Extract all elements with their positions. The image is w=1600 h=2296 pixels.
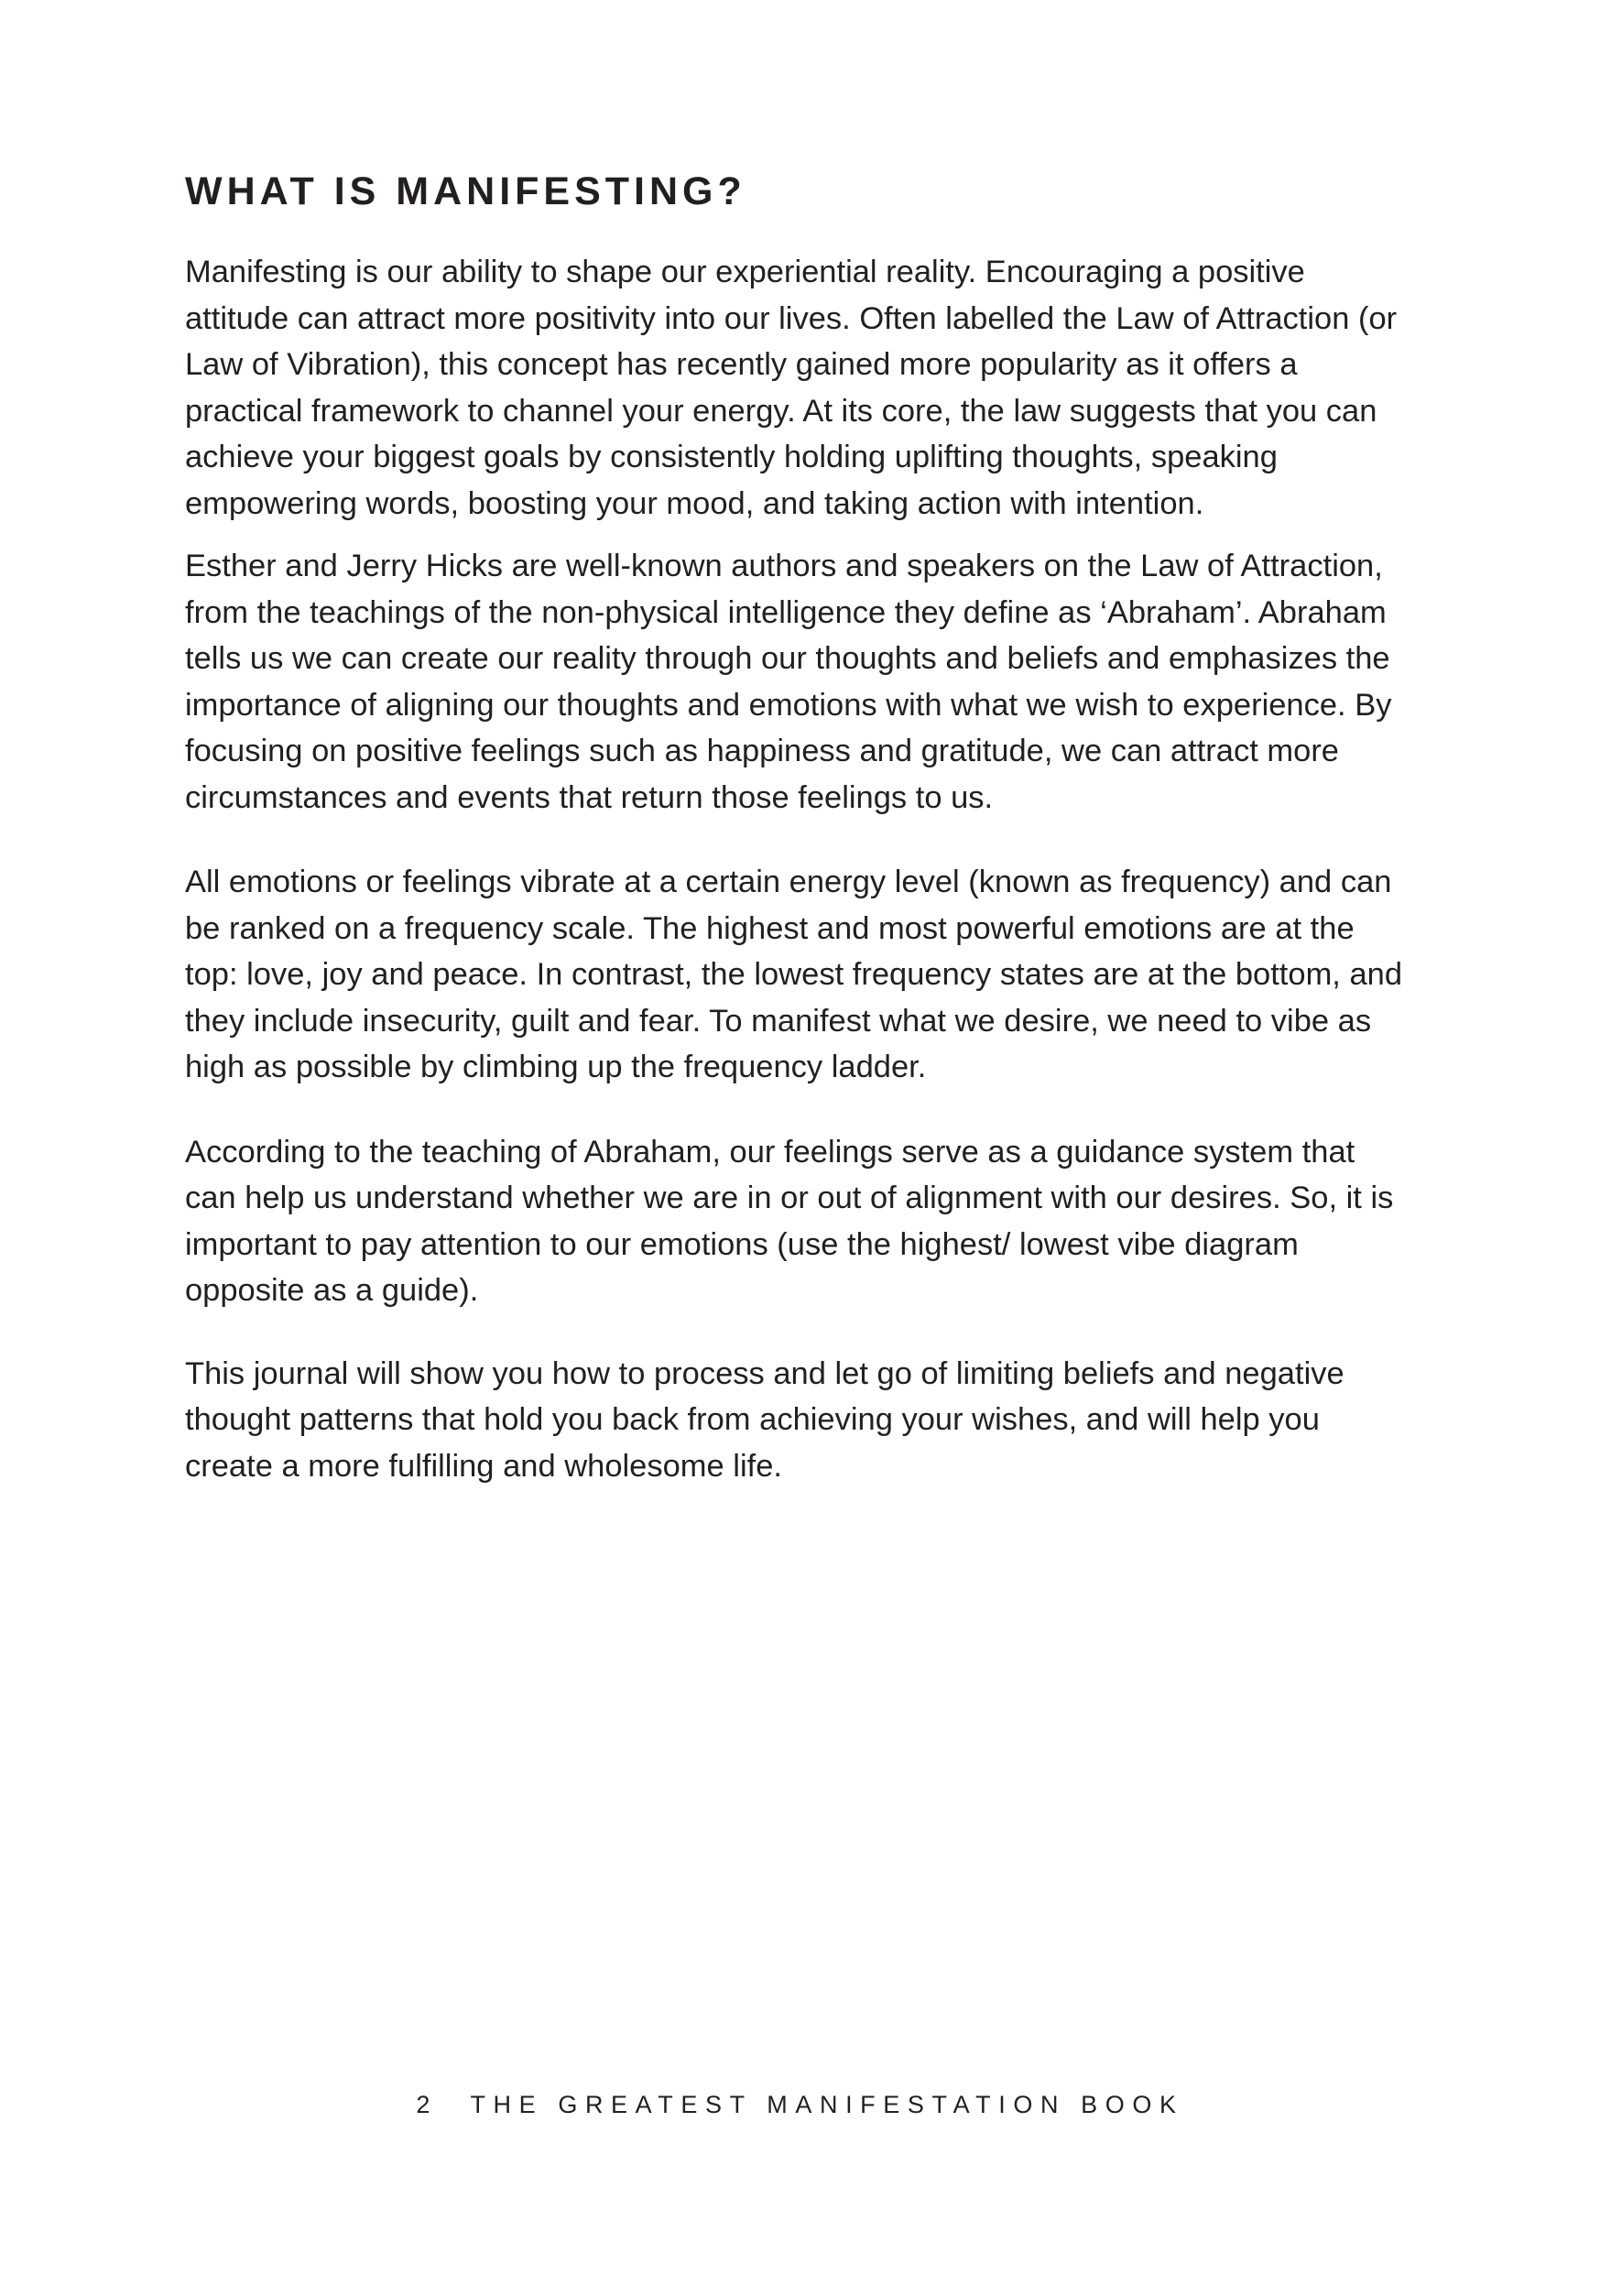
- paragraph-guidance-system: According to the teaching of Abraham, our feelings serve as a guidance system that can help us understand whether we are in or out of alignment with our desires. So, it is important to pay attention to our emotions (use the highest/ lowest vibe diagram opposite as a guide).: [185, 1134, 1394, 1308]
- page-footer: [0, 2086, 1600, 2123]
- paragraph-manifesting-definition: Manifesting is our ability to shape our experiential reality. Encouraging a positive attitude can attract more positivity into our lives. Often labelled the Law of Attraction (or Law of Vibration), this concept has recently gained more popularity as it offers a practical framework to channel your energy. At its core, the law suggests that you can achieve your biggest goals by consistently holding uplifting thoughts, speaking empowering words, boosting your mood, and taking action with intention.: [185, 255, 1398, 521]
- paragraph-journal-purpose: This journal will show you how to process and let go of limiting beliefs and negative thought patterns that hold you back from achieving your wishes, and will help you create a more fulfilling and wholesome life.: [185, 1355, 1344, 1484]
- body-text: [185, 249, 1412, 1489]
- section-heading: WHAT IS MANIFESTING?: [185, 169, 746, 213]
- paragraph-hicks-abraham: Esther and Jerry Hicks are well-known authors and speakers on the Law of Attraction, from the teachings of the non-physical intelligence they define as ‘Abraham’. Abraham tells us we can create our reality through our thoughts and beliefs and emphasizes the importance of aligning our thoughts and emotions with what we wish to experience. By focusing on positive feelings such as happiness and gratitude, we can attract more circumstances and events that return those feelings to us.: [185, 549, 1392, 815]
- paragraph-frequency-scale: All emotions or feelings vibrate at a certain energy level (known as frequency) and can be ranked on a frequency scale. The highest and most powerful emotions are at the top: love, joy and peace. In contrast, the lowest frequency states are at the bottom, and they include insecurity, guilt and fear. To manifest what we desire, we need to vibe as high as possible by climbing up the frequency ladder.: [185, 865, 1403, 1084]
- running-book-title: THE GREATEST MANIFESTATION BOOK: [470, 2091, 1184, 2118]
- page-number: 2: [416, 2091, 430, 2118]
